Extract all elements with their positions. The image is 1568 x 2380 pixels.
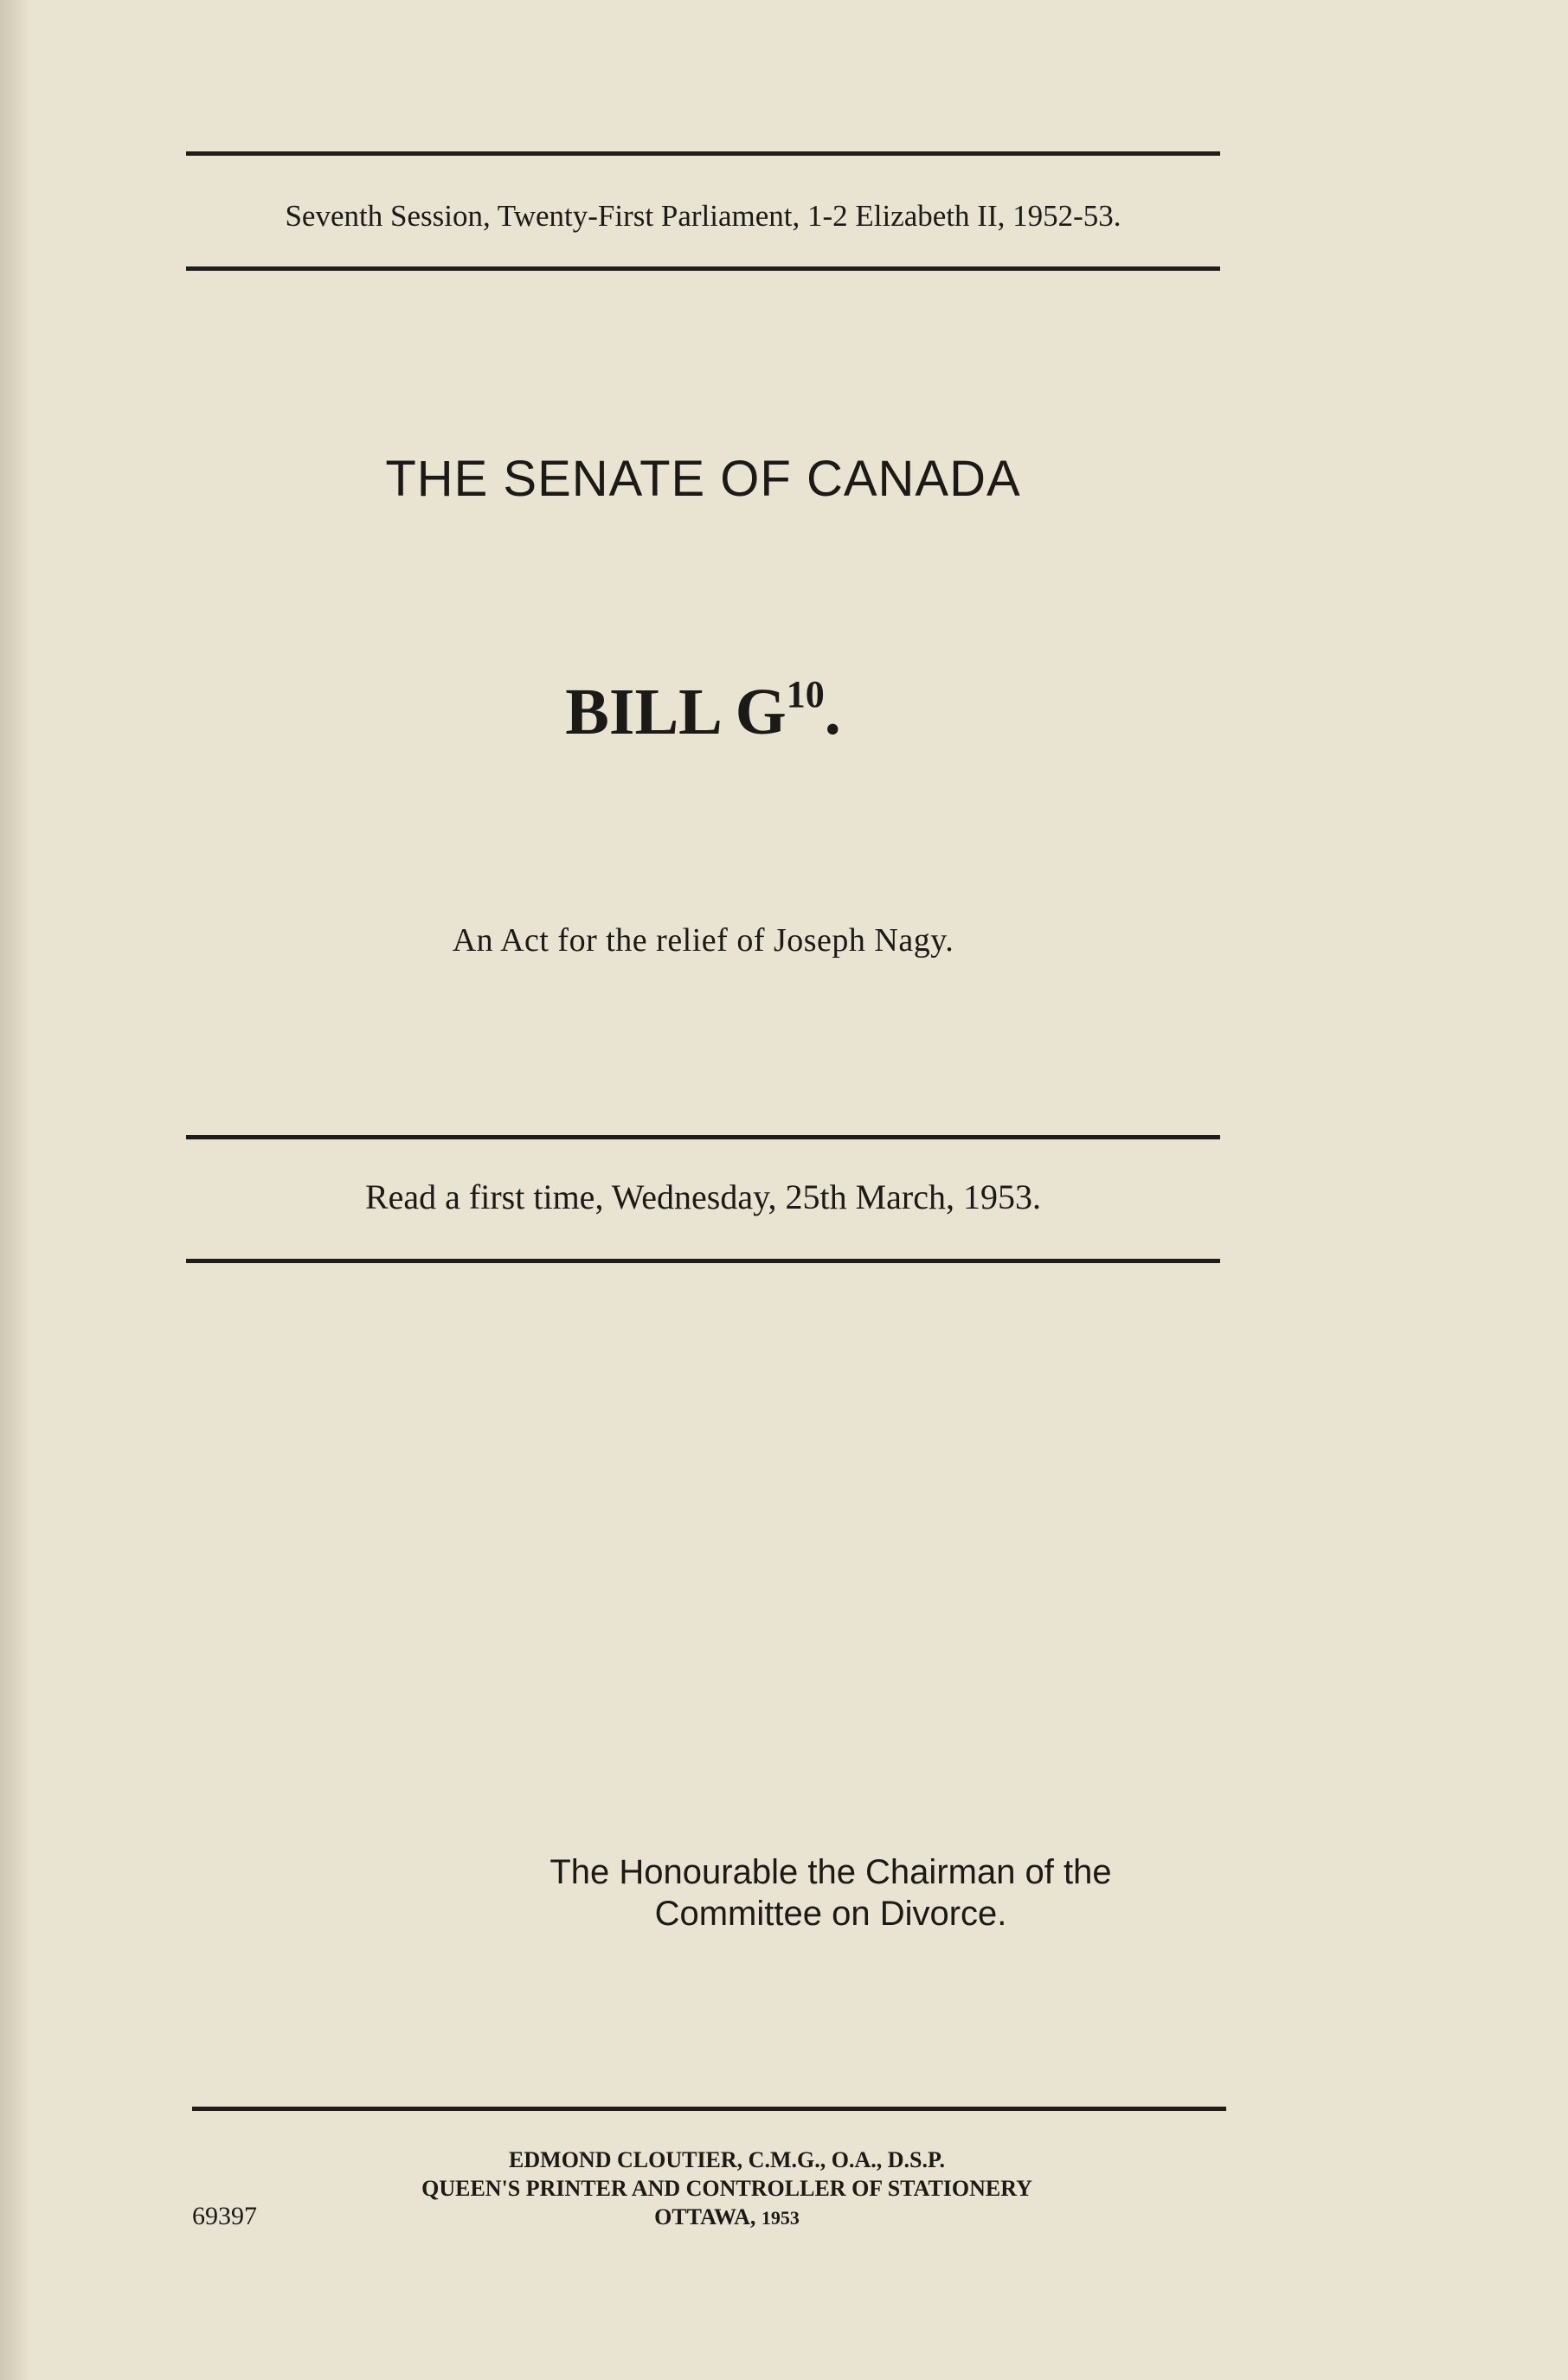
printer-title: QUEEN'S PRINTER AND CONTROLLER OF STATIONERY (421, 2176, 1032, 2201)
catalogue-number: 69397 (192, 2202, 257, 2230)
printer-city (294, 2203, 1160, 2232)
printer-year: 1953 (761, 2207, 800, 2229)
bill-title (186, 675, 1220, 750)
session-line: Seventh Session, Twenty-First Parliament, 1-2 Elizabeth II, 1952-53. (285, 199, 1121, 233)
act-title: An Act for the relief of Joseph Nagy. (452, 922, 954, 959)
printer-block (294, 2146, 1160, 2232)
sponsor-line-1: The Honourable the Chairman of the (549, 1853, 1112, 1891)
printer-city-label: OTTAWA, (654, 2204, 756, 2229)
session-bottom-rule (186, 266, 1220, 271)
bill-suffix: . (824, 676, 841, 748)
first-reading-line: Read a first time, Wednesday, 25th March, 1953. (364, 1177, 1042, 1216)
sponsor-line-2: Committee on Divorce. (654, 1895, 1007, 1933)
printer-name: EDMOND CLOUTIER, C.M.G., O.A., D.S.P. (509, 2147, 945, 2172)
bill-number: 10 (786, 673, 825, 716)
top-rule (186, 151, 1220, 156)
sponsor-block (485, 1851, 1177, 1934)
page-edge-shadow (0, 0, 29, 2380)
reading-top-rule (186, 1135, 1220, 1139)
bill-prefix: BILL G (565, 676, 787, 748)
reading-bottom-rule (186, 1259, 1220, 1263)
footer-rule (192, 2107, 1226, 2111)
institution-title: THE SENATE OF CANADA (385, 451, 1021, 507)
